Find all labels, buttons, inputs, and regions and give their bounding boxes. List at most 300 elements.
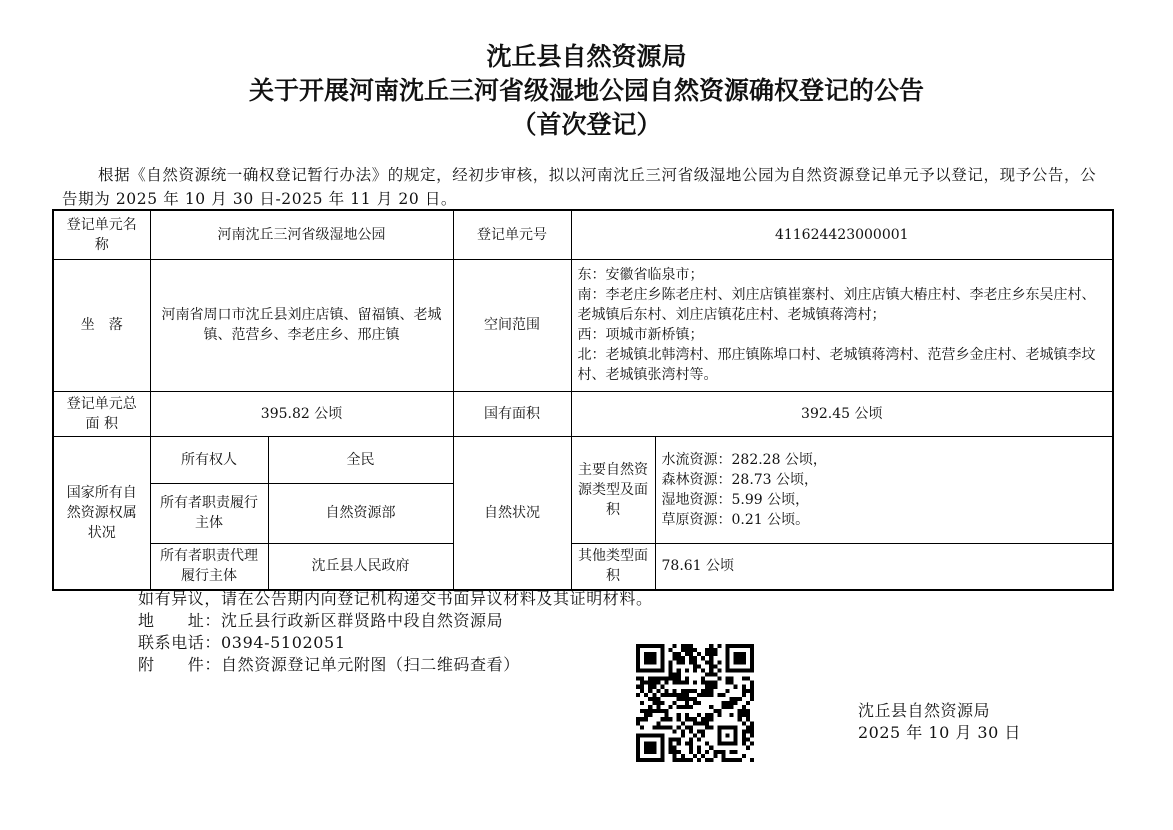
- qr-module: [717, 750, 721, 754]
- qr-module: [677, 738, 681, 742]
- qr-module: [697, 693, 701, 697]
- qr-module: [693, 656, 697, 660]
- qr-module: [656, 689, 660, 693]
- qr-module: [697, 746, 701, 750]
- qr-module: [681, 656, 685, 660]
- qr-code-icon[interactable]: [636, 644, 754, 762]
- qr-module: [673, 652, 677, 656]
- qr-module: [750, 721, 754, 725]
- qr-module: [673, 754, 677, 758]
- qr-module: [660, 677, 664, 681]
- qr-module: [701, 677, 705, 681]
- qr-module: [697, 738, 701, 742]
- qr-module: [681, 734, 685, 738]
- qr-module: [750, 689, 754, 693]
- qr-module: [697, 758, 701, 762]
- qr-module: [669, 660, 673, 664]
- qr-module: [730, 750, 734, 754]
- qr-module: [673, 689, 677, 693]
- qr-module: [673, 701, 677, 705]
- qr-module: [697, 713, 701, 717]
- qr-module: [669, 664, 673, 668]
- qr-module: [677, 672, 681, 676]
- qr-module: [685, 725, 689, 729]
- qr-module: [669, 746, 673, 750]
- qr-module: [742, 713, 746, 717]
- qr-module: [709, 746, 713, 750]
- qr-module: [750, 758, 754, 762]
- qr-module: [689, 648, 693, 652]
- other-types-label: 其他类型面 积: [571, 543, 655, 590]
- qr-module: [689, 697, 693, 701]
- qr-module: [685, 677, 689, 681]
- phone-line: [138, 632, 346, 654]
- qr-module: [677, 750, 681, 754]
- notice-title: 关于开展河南沈丘三河省级湿地公园自然资源确权登记的公告: [248, 76, 924, 105]
- qr-module: [673, 746, 677, 750]
- qr-module: [734, 750, 738, 754]
- qr-module: [697, 729, 701, 733]
- qr-module: [677, 660, 681, 664]
- qr-module: [664, 709, 668, 713]
- qr-module: [730, 677, 734, 681]
- qr-module: [701, 754, 705, 758]
- agent-value: 沈丘县人民政府: [268, 543, 453, 590]
- qr-module: [705, 685, 709, 689]
- location-label: 坐 落: [53, 259, 150, 391]
- attachment-line: [138, 654, 520, 676]
- extent-north: 北：老城镇北韩湾村、邢庄镇陈埠口村、老城镇蒋湾村、范营乡金庄村、老城镇李坟村、老城镇张湾村等。: [577, 347, 1096, 383]
- qr-module: [721, 750, 725, 754]
- owner-label: 所有权人: [150, 436, 268, 483]
- qr-module: [644, 717, 648, 721]
- qr-module: [746, 729, 750, 733]
- qr-module: [742, 734, 746, 738]
- qr-module: [746, 709, 750, 713]
- qr-module: [713, 648, 717, 652]
- qr-module: [693, 734, 697, 738]
- qr-module: [652, 725, 656, 729]
- qr-module: [709, 725, 713, 729]
- qr-module: [705, 672, 709, 676]
- qr-module: [669, 693, 673, 697]
- qr-module: [685, 758, 689, 762]
- qr-module: [721, 705, 725, 709]
- qr-module: [709, 648, 713, 652]
- qr-module: [689, 705, 693, 709]
- main-types-label: 主要自然资源类型及面积: [571, 436, 655, 543]
- qr-module: [689, 652, 693, 656]
- qr-module: [726, 677, 730, 681]
- qr-module: [681, 644, 685, 648]
- qr-module: [640, 685, 644, 689]
- qr-module: [648, 685, 652, 689]
- qr-module: [636, 721, 640, 725]
- qr-module: [742, 677, 746, 681]
- qr-module: [742, 729, 746, 733]
- qr-module: [669, 648, 673, 652]
- qr-module: [636, 677, 640, 681]
- qr-module: [709, 681, 713, 685]
- qr-module: [750, 734, 754, 738]
- qr-module: [689, 725, 693, 729]
- qr-module: [685, 652, 689, 656]
- qr-module: [709, 652, 713, 656]
- qr-module: [652, 697, 656, 701]
- qr-module: [652, 709, 656, 713]
- qr-module: [750, 681, 754, 685]
- qr-module: [681, 689, 685, 693]
- qr-module: [713, 672, 717, 676]
- qr-module: [734, 701, 738, 705]
- qr-module: [673, 644, 677, 648]
- qr-module: [709, 660, 713, 664]
- qr-module: [664, 717, 668, 721]
- qr-module: [709, 664, 713, 668]
- qr-module: [693, 660, 697, 664]
- qr-module: [673, 693, 677, 697]
- qr-module: [640, 689, 644, 693]
- qr-module: [705, 725, 709, 729]
- qr-module: [636, 693, 640, 697]
- qr-module: [664, 725, 668, 729]
- qr-module: [664, 677, 668, 681]
- qr-module: [689, 729, 693, 733]
- qr-module: [705, 742, 709, 746]
- qr-module: [669, 725, 673, 729]
- qr-module: [648, 709, 652, 713]
- qr-module: [746, 717, 750, 721]
- attachment-value: 自然资源登记单元附图（扫二维码查看）: [221, 655, 520, 674]
- state-area-value: 392.45 公顷: [571, 391, 1113, 436]
- qr-module: [693, 668, 697, 672]
- intro-paragraph: 根据《自然资源统一确权登记暂行办法》的规定，经初步审核，拟以河南沈丘三河省级湿地公园为自然资源登记单元予以登记，现予公告，公告期为 2025 年 10 月 30 日-2025 年 11 月 20 日。: [62, 166, 1097, 208]
- qr-module: [730, 758, 734, 762]
- qr-module: [656, 705, 660, 709]
- qr-module: [656, 697, 660, 701]
- qr-module: [656, 709, 660, 713]
- qr-module: [652, 701, 656, 705]
- duty-label: 所有者职责履行主体: [150, 483, 268, 543]
- qr-module: [660, 693, 664, 697]
- qr-module: [660, 685, 664, 689]
- qr-module: [652, 693, 656, 697]
- qr-module: [701, 656, 705, 660]
- qr-module: [746, 713, 750, 717]
- main-types-value: [655, 436, 1113, 543]
- qr-module: [660, 701, 664, 705]
- qr-module: [705, 713, 709, 717]
- qr-module: [738, 713, 742, 717]
- qr-module: [664, 681, 668, 685]
- ownership-label: 国家所有自然资源权属状况: [53, 436, 150, 590]
- qr-module: [669, 677, 673, 681]
- qr-module: [717, 660, 721, 664]
- qr-module: [681, 729, 685, 733]
- extent-west: 西：项城市新桥镇；: [577, 327, 704, 343]
- qr-module: [709, 672, 713, 676]
- qr-module: [664, 713, 668, 717]
- qr-module: [677, 697, 681, 701]
- qr-module: [685, 648, 689, 652]
- qr-module: [689, 742, 693, 746]
- qr-module: [640, 725, 644, 729]
- qr-module: [685, 693, 689, 697]
- qr-module: [673, 758, 677, 762]
- unit-no-label: 登记单元号: [453, 210, 571, 259]
- issuer-title: 沈丘县自然资源局: [486, 42, 687, 71]
- qr-module: [685, 713, 689, 717]
- qr-module: [721, 693, 725, 697]
- qr-module: [701, 734, 705, 738]
- qr-module: [697, 652, 701, 656]
- qr-module: [750, 693, 754, 697]
- qr-module: [726, 701, 730, 705]
- qr-module: [742, 685, 746, 689]
- qr-module: [726, 681, 730, 685]
- qr-module: [644, 681, 648, 685]
- qr-module: [664, 693, 668, 697]
- qr-module: [677, 656, 681, 660]
- qr-module: [685, 701, 689, 705]
- qr-module: [669, 672, 673, 676]
- qr-module: [652, 685, 656, 689]
- qr-module: [673, 656, 677, 660]
- qr-module: [705, 689, 709, 693]
- nature-label: 自然状况: [453, 436, 571, 590]
- qr-module: [726, 705, 730, 709]
- qr-module: [705, 750, 709, 754]
- qr-module: [656, 721, 660, 725]
- qr-module: [701, 668, 705, 672]
- qr-module: [742, 693, 746, 697]
- qr-module: [721, 754, 725, 758]
- unit-no-value: 411624423000001: [571, 210, 1113, 259]
- qr-module: [669, 738, 673, 742]
- qr-module: [677, 652, 681, 656]
- qr-module: [717, 668, 721, 672]
- qr-module: [742, 705, 746, 709]
- qr-module: [660, 709, 664, 713]
- qr-module: [709, 758, 713, 762]
- qr-module: [734, 697, 738, 701]
- qr-module: [636, 717, 640, 721]
- qr-module: [681, 693, 685, 697]
- qr-module: [746, 738, 750, 742]
- qr-module: [750, 729, 754, 733]
- wetland-resource: 湿地资源：5.99 公顷，: [661, 491, 810, 508]
- qr-module: [750, 697, 754, 701]
- qr-module: [750, 685, 754, 689]
- extent-south: 南：李老庄乡陈老庄村、刘庄店镇崔寨村、刘庄店镇大樁庄村、李老庄乡东吴庄村、老城镇后东村、刘庄店镇花庄村、老城镇蒋湾村；: [577, 287, 1096, 323]
- qr-module: [713, 750, 717, 754]
- qr-module: [709, 717, 713, 721]
- qr-module: [689, 758, 693, 762]
- qr-module: [730, 697, 734, 701]
- qr-module: [685, 644, 689, 648]
- notice-subtitle: （首次登记）: [511, 110, 662, 139]
- qr-module: [689, 689, 693, 693]
- qr-module: [681, 697, 685, 701]
- qr-module: [726, 689, 730, 693]
- qr-module: [681, 681, 685, 685]
- qr-module: [713, 652, 717, 656]
- qr-module: [656, 725, 660, 729]
- qr-module: [742, 721, 746, 725]
- qr-module: [669, 668, 673, 672]
- qr-module: [717, 644, 721, 648]
- qr-module: [677, 758, 681, 762]
- qr-module: [648, 677, 652, 681]
- qr-module: [746, 677, 750, 681]
- qr-module: [701, 681, 705, 685]
- qr-module: [730, 713, 734, 717]
- qr-module: [705, 717, 709, 721]
- qr-module: [640, 709, 644, 713]
- qr-module: [746, 689, 750, 693]
- qr-module: [693, 648, 697, 652]
- qr-module: [746, 725, 750, 729]
- qr-module: [644, 713, 648, 717]
- unit-name-value: 河南沈丘三河省级湿地公园: [150, 210, 453, 259]
- qr-module: [709, 656, 713, 660]
- state-area-label: 国有面积: [453, 391, 571, 436]
- qr-module: [656, 701, 660, 705]
- qr-module: [681, 705, 685, 709]
- qr-module: [717, 709, 721, 713]
- qr-module: [673, 729, 677, 733]
- qr-module: [693, 681, 697, 685]
- qr-module: [713, 681, 717, 685]
- qr-module: [742, 754, 746, 758]
- qr-module: [693, 689, 697, 693]
- qr-module: [705, 681, 709, 685]
- qr-module: [648, 689, 652, 693]
- qr-module: [685, 668, 689, 672]
- qr-module: [685, 689, 689, 693]
- qr-module: [713, 754, 717, 758]
- signature-date: 2025 年 10 月 30 日: [858, 723, 1021, 742]
- qr-module: [750, 725, 754, 729]
- qr-module: [726, 758, 730, 762]
- qr-module: [640, 681, 644, 685]
- qr-module: [677, 717, 681, 721]
- qr-module: [685, 681, 689, 685]
- qr-module: [636, 685, 640, 689]
- qr-module: [681, 648, 685, 652]
- qr-module: [701, 693, 705, 697]
- qr-module: [660, 717, 664, 721]
- address-label: 地 址：: [138, 611, 222, 630]
- qr-module: [738, 697, 742, 701]
- qr-module: [709, 713, 713, 717]
- qr-module: [648, 705, 652, 709]
- grassland-resource: 草原资源：0.21 公顷。: [661, 511, 810, 528]
- qr-module: [660, 725, 664, 729]
- qr-module: [717, 693, 721, 697]
- qr-module: [689, 717, 693, 721]
- qr-module: [705, 652, 709, 656]
- qr-module: [673, 672, 677, 676]
- qr-module: [677, 713, 681, 717]
- qr-module: [652, 681, 656, 685]
- address-line: [138, 610, 503, 632]
- qr-module: [697, 750, 701, 754]
- qr-module: [693, 754, 697, 758]
- qr-module: [673, 681, 677, 685]
- qr-module: [685, 742, 689, 746]
- qr-module: [656, 677, 660, 681]
- qr-module: [705, 660, 709, 664]
- qr-module: [656, 681, 660, 685]
- extent-label: 空间范围: [453, 259, 571, 391]
- phone-value: 0394-5102051: [221, 633, 346, 652]
- qr-module: [697, 721, 701, 725]
- qr-module: [750, 742, 754, 746]
- qr-module: [648, 681, 652, 685]
- qr-module: [673, 750, 677, 754]
- qr-module: [705, 693, 709, 697]
- qr-module: [693, 701, 697, 705]
- qr-module: [693, 697, 697, 701]
- qr-module: [652, 677, 656, 681]
- qr-module: [730, 681, 734, 685]
- objection-note: 如有异议，请在公告期内向登记机构递交书面异议材料及其证明材料。: [138, 589, 653, 608]
- qr-module: [717, 713, 721, 717]
- qr-module: [705, 648, 709, 652]
- qr-module: [709, 689, 713, 693]
- agent-label: 所有者职责代理履行主体: [150, 543, 268, 590]
- address-value: 沈丘县行政新区群贤路中段自然资源局: [221, 611, 504, 630]
- qr-module: [689, 738, 693, 742]
- qr-module: [677, 725, 681, 729]
- total-area-label: 登记单元总 面 积: [53, 391, 150, 436]
- qr-module: [640, 717, 644, 721]
- qr-module: [689, 750, 693, 754]
- qr-module: [648, 713, 652, 717]
- phone-label: 联系电话：: [138, 633, 222, 652]
- qr-module: [640, 701, 644, 705]
- qr-module: [693, 664, 697, 668]
- qr-module: [713, 685, 717, 689]
- qr-module: [709, 644, 713, 648]
- qr-module: [644, 709, 648, 713]
- other-types-value: 78.61 公顷: [655, 543, 1113, 590]
- qr-module: [677, 677, 681, 681]
- forest-resource: 森林资源：28.73 公顷，: [661, 471, 819, 488]
- qr-module: [644, 693, 648, 697]
- registration-table: [52, 209, 1114, 591]
- qr-module: [734, 685, 738, 689]
- qr-module: [709, 693, 713, 697]
- qr-module: [738, 758, 742, 762]
- qr-module: [705, 721, 709, 725]
- qr-module: [681, 721, 685, 725]
- qr-module: [693, 721, 697, 725]
- total-area-value: 395.82 公顷: [150, 391, 453, 436]
- qr-module: [689, 644, 693, 648]
- qr-module: [709, 705, 713, 709]
- qr-module: [742, 709, 746, 713]
- owner-value: 全民: [268, 436, 453, 483]
- qr-module: [697, 701, 701, 705]
- qr-module: [717, 677, 721, 681]
- qr-module: [673, 738, 677, 742]
- qr-module: [746, 701, 750, 705]
- qr-module: [713, 664, 717, 668]
- qr-module: [685, 697, 689, 701]
- qr-module: [701, 717, 705, 721]
